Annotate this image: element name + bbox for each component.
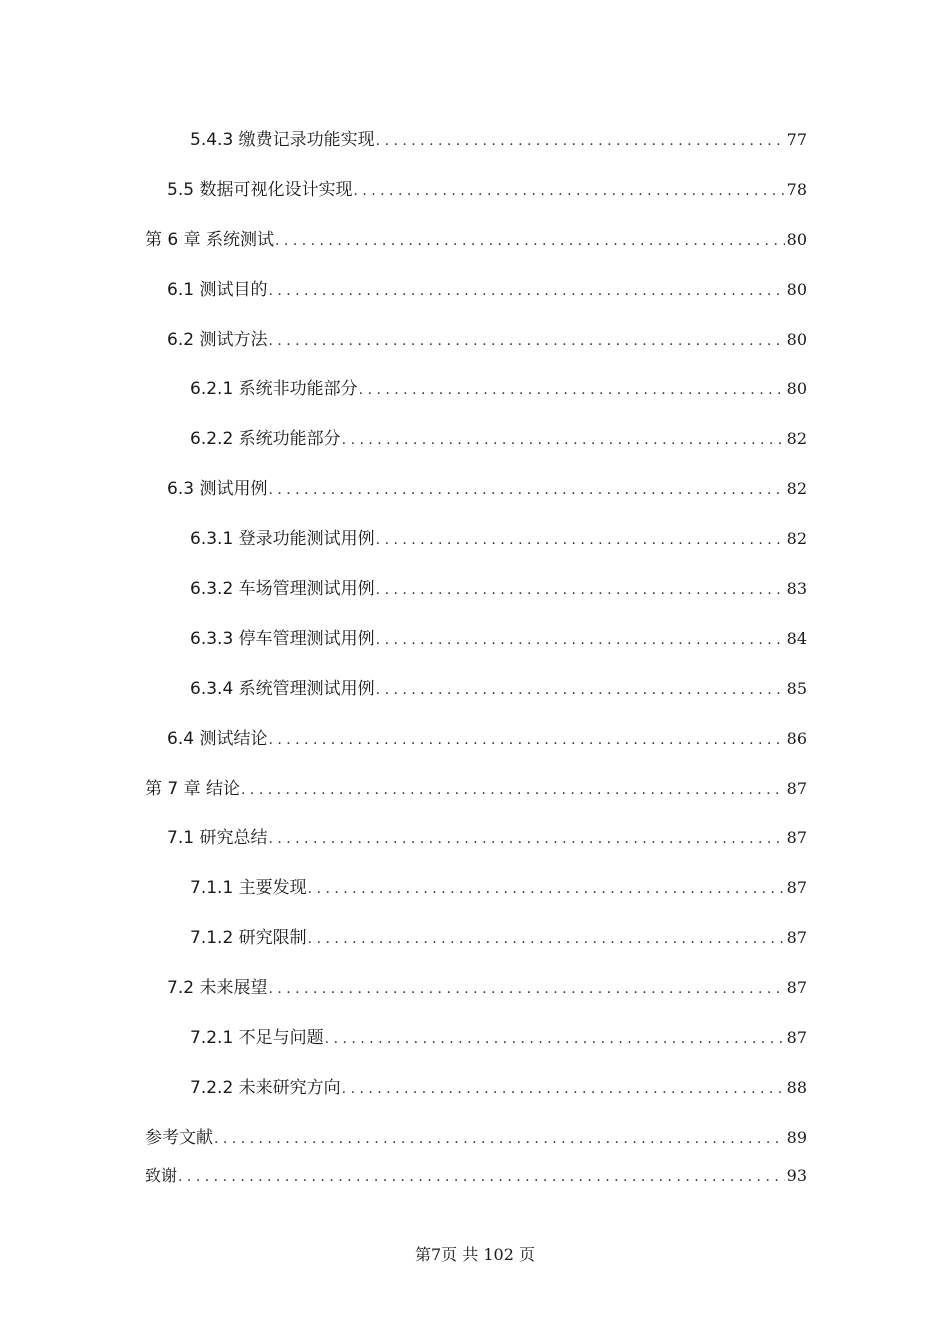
toc-entry-title: 致谢 <box>145 1165 178 1185</box>
dot-leader <box>325 1025 785 1053</box>
toc-entry[interactable] <box>145 874 807 924</box>
dot-leader <box>268 825 784 853</box>
toc-entry[interactable] <box>145 1124 807 1162</box>
toc-page-number: 80 <box>786 229 807 249</box>
toc-entry-title: 6.3 测试用例 <box>167 479 268 500</box>
toc-entry[interactable] <box>145 824 807 874</box>
toc-entry[interactable] <box>145 226 807 276</box>
dot-leader <box>376 576 785 604</box>
dot-leader <box>376 526 785 554</box>
toc-page-number: 82 <box>786 429 807 449</box>
toc-entry[interactable] <box>145 525 807 575</box>
toc-entry-title: 6.1 测试目的 <box>167 279 268 300</box>
toc-page-number: 80 <box>786 329 807 349</box>
toc-entry[interactable] <box>145 126 807 176</box>
toc-entry-title: 6.3.4 系统管理测试用例 <box>190 678 375 699</box>
dot-leader <box>268 277 784 305</box>
dot-leader <box>214 1125 785 1153</box>
dot-leader <box>241 776 785 804</box>
toc-entry[interactable] <box>145 176 807 226</box>
dot-leader <box>308 925 785 953</box>
toc-entry-title: 6.2.1 系统非功能部分 <box>190 379 358 400</box>
dot-leader <box>268 726 784 754</box>
toc-entry-title: 6.3.3 停车管理测试用例 <box>190 628 375 649</box>
toc-page-number: 77 <box>786 130 807 149</box>
toc-page-number: 87 <box>786 928 807 948</box>
toc-entry[interactable] <box>145 1074 807 1124</box>
toc-entry-title: 7.1.1 主要发现 <box>190 878 307 899</box>
toc-entry-title: 5.5 数据可视化设计实现 <box>167 179 353 200</box>
toc-entry[interactable] <box>145 425 807 475</box>
toc-page-number: 80 <box>786 379 807 399</box>
toc-page-number: 87 <box>786 778 807 798</box>
toc-page-number: 86 <box>786 728 807 748</box>
dot-leader <box>268 476 784 504</box>
toc-page-number: 84 <box>786 628 807 648</box>
dot-leader <box>268 327 784 355</box>
toc-entry-title: 参考文献 <box>145 1127 213 1148</box>
toc-entry-title: 7.1.2 研究限制 <box>190 928 307 949</box>
toc-page-number: 87 <box>786 828 807 848</box>
toc-page-number: 87 <box>786 878 807 898</box>
toc-entry-title: 6.3.2 车场管理测试用例 <box>190 579 375 600</box>
toc-entry[interactable] <box>145 575 807 625</box>
toc-page-number: 87 <box>786 978 807 998</box>
toc-entry[interactable] <box>145 276 807 326</box>
dot-leader <box>359 376 785 404</box>
toc-entry[interactable] <box>145 475 807 525</box>
toc-page-number: 80 <box>786 279 807 299</box>
toc-page-number: 82 <box>786 479 807 499</box>
toc-page-number: 87 <box>786 1028 807 1048</box>
dot-leader <box>308 875 785 903</box>
toc-entry[interactable] <box>145 625 807 675</box>
dot-leader <box>178 1163 785 1191</box>
dot-leader <box>268 975 784 1003</box>
toc-entry[interactable] <box>145 924 807 974</box>
toc-entry[interactable] <box>145 675 807 725</box>
dot-leader <box>342 1075 785 1103</box>
toc-entry[interactable] <box>145 326 807 376</box>
toc-entry-title: 7.2.1 不足与问题 <box>190 1028 324 1049</box>
toc-entry[interactable] <box>145 725 807 775</box>
toc-entry[interactable] <box>145 775 807 825</box>
dot-leader <box>342 426 785 454</box>
dot-leader <box>376 626 785 654</box>
toc-entry-title: 6.2.2 系统功能部分 <box>190 429 341 450</box>
toc-page-number: 93 <box>786 1165 807 1185</box>
toc-entry-title: 第 6 章 系统测试 <box>145 229 275 250</box>
toc-page-number: 82 <box>786 529 807 549</box>
dot-leader <box>353 177 784 205</box>
toc-entry[interactable] <box>145 375 807 425</box>
toc-entry-title: 6.2 测试方法 <box>167 329 268 350</box>
toc-entry-title: 5.4.3 缴费记录功能实现 <box>190 130 375 150</box>
toc-entry-title: 6.4 测试结论 <box>167 728 268 749</box>
toc-entry-title: 7.2.2 未来研究方向 <box>190 1077 341 1098</box>
toc-entry[interactable] <box>145 974 807 1024</box>
toc-entry[interactable] <box>145 1162 807 1212</box>
dot-leader <box>275 227 785 255</box>
toc-page-number: 83 <box>786 579 807 599</box>
toc-page-number: 89 <box>786 1127 807 1147</box>
dot-leader <box>376 676 785 704</box>
toc-entry-title: 7.1 研究总结 <box>167 828 268 849</box>
toc-page-number: 78 <box>786 179 807 199</box>
dot-leader <box>376 127 785 155</box>
toc-page-number: 88 <box>786 1077 807 1097</box>
page-footer: 第7页 共 102 页 <box>415 1245 535 1264</box>
toc-entry[interactable] <box>145 1024 807 1074</box>
table-of-contents <box>145 126 807 1212</box>
toc-entry-title: 第 7 章 结论 <box>145 778 241 799</box>
toc-entry-title: 6.3.1 登录功能测试用例 <box>190 529 375 550</box>
toc-entry-title: 7.2 未来展望 <box>167 978 268 999</box>
toc-page-number: 85 <box>786 678 807 698</box>
